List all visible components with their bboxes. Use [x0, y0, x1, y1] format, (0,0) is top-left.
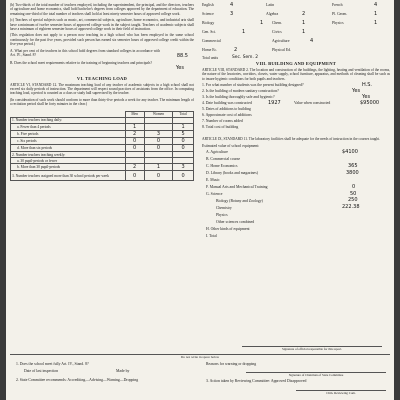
document-page [6, 0, 394, 400]
right-column [202, 0, 390, 351]
table-row: 2. Number teachers teaching weekly: [11, 152, 194, 158]
item-b-label: B. Does the school meet requirements relative to the training of beginning teachers and principals? [10, 60, 153, 65]
section-heading-teaching-load: VI. TEACHING LOAD [76, 75, 128, 81]
footer-item-1: 1. Does the school meet fully Art. IV., Stand. 8? [16, 362, 89, 366]
table-row: 1. Number teachers teaching daily: [11, 117, 194, 123]
col-header-total: Total [173, 111, 194, 117]
footer-item-7: 3. Action taken by Reviewing Committee: Approved Disapproved [206, 379, 307, 383]
lab-heading: ARTICLE IX, STANDARD 11. The laboratory facilities shall be adequate for the needs of instruction in the courses taught. [202, 137, 381, 142]
table-row: 3. Number teachers assigned more than 30 school periods per week 0 0 0 [11, 171, 194, 181]
footer-item-8: Chm. Reviewing Com. [326, 391, 356, 395]
footer-item-6: Signature of Chairman of State Committee [288, 373, 344, 377]
footer-item-4: 2. State Committee recommends: Accrediting—Advising—Warning—Dropping [16, 378, 139, 382]
table-row: d. More than six periods 0 0 0 [11, 145, 194, 152]
teaching-load-table [10, 111, 194, 182]
item-a-label: A. What per cent of the teachers in this school hold degrees from standard colleges in accordance with Art. IV., Stand. 8? [10, 48, 160, 58]
table-row: b. More than 30 pupil-periods 2 1 3 [11, 164, 194, 171]
footer-item-2: Date of last inspection [24, 369, 59, 373]
item-a-value: 88.5 [176, 52, 188, 59]
note-paragraph: (This regulation does not apply to a person now teaching in a high school who has been employed in the same school continuously for the past five years, provided such person has earned six semester hours of approved college credit within the five-year period.) [10, 33, 194, 47]
equipment-list: A. Agriculture $4100 B. Commercial course C. Home Economics 365 D. Library (books and magazines) 3800 E. Music F. Manual Arts and Mechanical Training 0 G. Science 50 Biology (Botany and Zoology) 250 Chemistry 222.38 Physics Other sciences combined H. Other kinds of equipment I. Total [206, 148, 360, 238]
table-row: c. Six periods 0 0 0 [11, 138, 194, 145]
item-b-value: Yes [175, 64, 184, 71]
section-heading-building: VIII. BUILDING AND EQUIPMENT [255, 61, 337, 66]
table-row: a. 30 pupil-periods or fewer [11, 158, 194, 164]
footer-item-5: Reasons for warning or dropping [206, 362, 257, 366]
building-items: 1. For what number of students was the present building designed? H.S. 2. Is the building of modern sanitary construction? Yes 3. Is the building thoroughly safe and hygienic? Yes 4. Date building was constructed 1927 Value when constructed $95000 5. Dates of additions to building 6. Approximate cost of additions 7. Number of rooms added 8. Total cost of building [202, 82, 380, 130]
table-row: b. Five periods 2 3 5 [11, 131, 194, 138]
article-paragraph-2: (In consideration of such work should conform to more than thirty-five periods a week for any teacher. The minimum length of a recitation period shall be forty minutes in the clear.) [10, 97, 194, 107]
footer-note: Do not write in space below [180, 355, 220, 359]
left-column [10, 0, 194, 181]
footer-item-3: Made by [116, 369, 130, 373]
article-paragraph: ARTICLE VI, STANDARD 12. The maximum teaching load of any teacher of academic subjects in a high school shall not exceed six daily periods of instruction. The department will respect sound practices of assistants from the office. In computing teaching load, a period is counted as a class or study hall supervised by the teacher. [10, 82, 194, 96]
col-header-men: Men [125, 111, 144, 117]
intro-paragraph: (b) Two-thirds of the total number of teachers employed, including the superintendent, the principal, and the directors, teachers of agriculture and home economics, shall hold bachelor's degrees from colleges approved by the department of education. The remaining one-third of the total number of teachers shall hold at least ninety semester hours of approved college work. [10, 3, 194, 16]
lab-subheading: Estimated value of school equipment: [202, 143, 260, 148]
building-paragraph: ARTICLE VIII, STANDARD 2. The location and construction of the buildings, the lighting, heating and ventilation of the rooms, the nature of the lavatories, corridors, closets, water supply, school furniture, apparatus, and methods of cleaning shall be such as to insure hygienic conditions for both pupils and teachers. [202, 68, 390, 81]
signature-label: Signature of official responsible for this report. [281, 347, 343, 351]
col-header-women: Women [144, 111, 172, 117]
intro-paragraph-2: (c) Teachers of special subjects such as music, art, commercial subjects, agriculture, home economics, and industrial arts shall have a minimum of twelve semester hours of approved college work in the subject taught. Teachers of academic subjects shall have a minimum of eighteen semester hours of approved college work in their field of instruction. [10, 18, 194, 32]
table-row: a. Fewer than 4 periods 1 1 [11, 124, 194, 131]
units-grid: English 4 Latin French 4 Science 3 Algebra 2 Pl. Geom. 1 Biology 1 Chem. 1 Physics 1 Gen. Sci. 1 Civics 1 Commercial Agriculture 4 Home Ec. 2 Physical Ed. Total units Sec. Sem. 2 [202, 2, 378, 60]
